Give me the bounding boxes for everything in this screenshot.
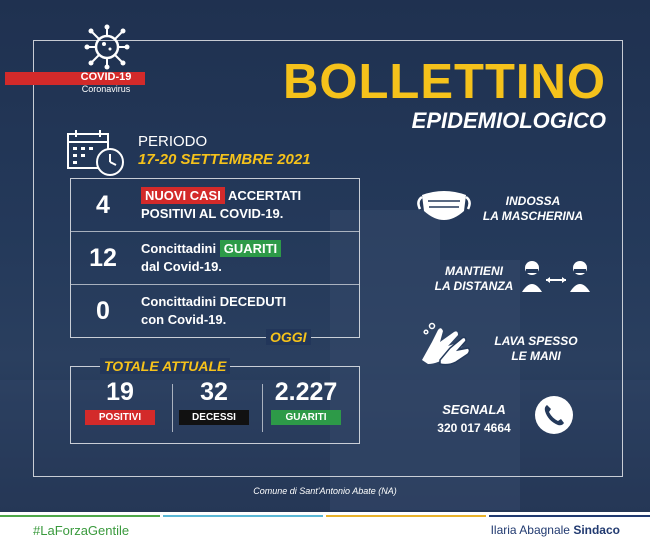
advice-mask-line1: INDOSSA <box>505 194 561 208</box>
period-label: PERIODO <box>138 133 208 150</box>
total-deceased <box>170 380 258 425</box>
covid-badge-title: COVID-19 <box>80 71 132 83</box>
mayor-name: Ilaria Abagnale <box>490 523 574 537</box>
recovered-before: Concittadini <box>141 241 220 256</box>
municipality-note: Comune di Sant'Antonio Abate (NA) <box>253 486 397 496</box>
recovered-highlight: GUARITI <box>220 240 281 257</box>
report-phone-number: 320 017 4664 <box>437 421 511 436</box>
totals-title: TOTALE ATTUALE <box>100 358 230 374</box>
new-cases-line1 <box>141 188 301 203</box>
wash-hands-icon <box>418 320 472 366</box>
advice-wash-line1: LAVA SPESSO <box>494 334 578 348</box>
mayor-signature <box>491 523 620 537</box>
total-recovered-label: GUARITI <box>271 410 341 425</box>
total-recovered-number: 2.227 <box>274 378 338 406</box>
advice-wash-line2: LE MANI <box>511 349 561 363</box>
period-dates: 17-20 SETTEMBRE 2021 <box>138 151 311 168</box>
deceased-line2: con Covid-19. <box>141 312 227 327</box>
total-positive-label: POSITIVI <box>85 410 155 425</box>
page-subtitle: EPIDEMIOLOGICO <box>411 108 606 133</box>
total-recovered <box>262 380 350 425</box>
total-deceased-number: 32 <box>200 378 228 406</box>
stripe-yellow <box>326 515 486 517</box>
today-row-new-cases <box>71 179 359 231</box>
new-cases-number: 4 <box>96 191 110 219</box>
recovered-line1 <box>141 241 281 256</box>
advice-wash <box>478 334 594 364</box>
calendar-clock-icon <box>66 128 126 178</box>
mayor-title: Sindaco <box>573 523 620 537</box>
advice-distance-line2: LA DISTANZA <box>434 279 514 293</box>
new-cases-line2: POSITIVI AL COVID-19. <box>141 206 284 221</box>
covid-badge-subtitle: Coronavirus <box>81 84 131 94</box>
deceased-line1: Concittadini DECEDUTI <box>141 294 287 309</box>
recovered-line2: dal Covid-19. <box>141 259 222 274</box>
stripe-blue <box>163 515 323 517</box>
advice-mask <box>473 194 593 224</box>
page-title: BOLLETTINO <box>282 55 606 109</box>
total-positive-number: 19 <box>106 378 134 406</box>
distance-icon <box>520 258 592 294</box>
total-deceased-label: DECESSI <box>179 410 249 425</box>
advice-distance-line1: MANTIENI <box>445 264 503 278</box>
today-label: OGGI <box>266 329 311 345</box>
advice-mask-line2: LA MASCHERINA <box>482 209 584 223</box>
stripe-navy <box>489 515 650 517</box>
advice-report <box>422 402 526 436</box>
advice-distance <box>426 264 522 294</box>
recovered-number: 12 <box>89 244 117 272</box>
deceased-number: 0 <box>96 297 110 325</box>
total-positive <box>76 380 164 425</box>
hashtag: #LaForzaGentile <box>33 523 130 538</box>
today-row-deceased <box>71 285 359 337</box>
advice-report-line1: SEGNALA <box>442 402 506 417</box>
today-box <box>70 178 360 338</box>
new-cases-highlight: NUOVI CASI <box>141 187 225 204</box>
mask-icon <box>416 185 472 229</box>
today-row-recovered <box>71 232 359 284</box>
phone-icon <box>534 395 574 435</box>
virus-icon <box>84 24 130 70</box>
stripe-green <box>0 515 160 517</box>
new-cases-after: ACCERTATI <box>224 188 302 203</box>
